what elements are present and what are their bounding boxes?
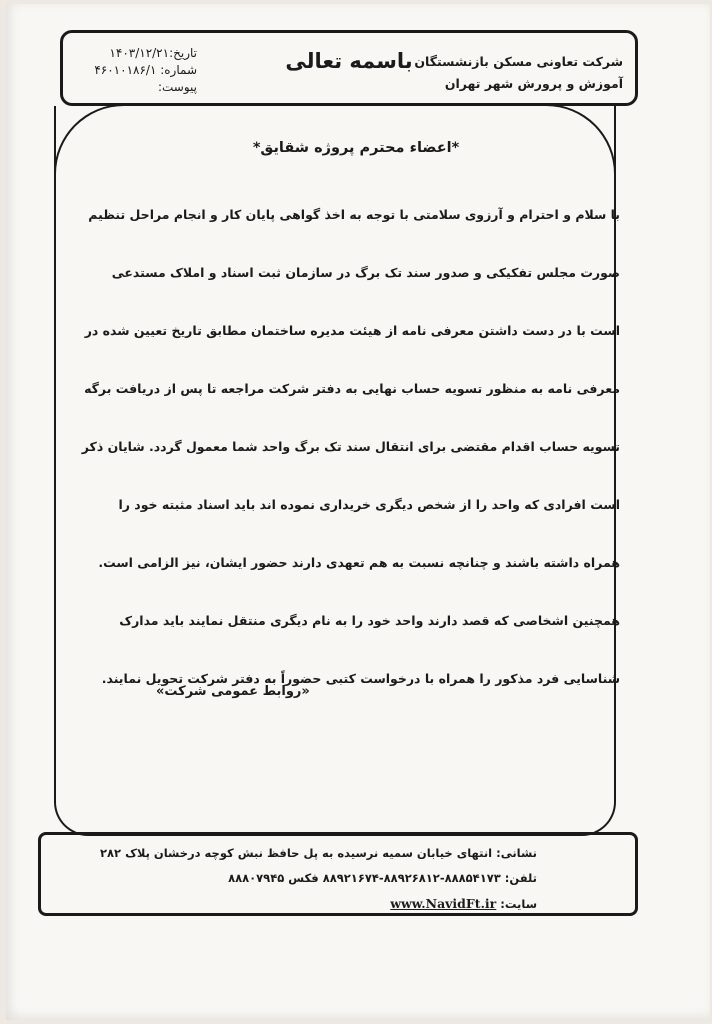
- letter-line: همچنین اشخاصی که قصد دارند واحد خود را به نام دیگری منتقل نمایند باید مدارک: [119, 613, 620, 628]
- number-field: شماره: ۴۶۰۱۰۱۸۶/۱: [94, 63, 197, 77]
- site-label: سایت:: [500, 897, 537, 911]
- header-title: باسمه تعالی: [285, 49, 413, 73]
- company-name-line1: شرکت تعاونی مسکن بازنشستگان: [414, 54, 623, 69]
- company-name-line2: آموزش و پرورش شهر تهران: [444, 76, 623, 91]
- date-field: تاریخ:۱۴۰۳/۱۲/۲۱: [109, 46, 197, 60]
- letter-paragraph: [81, 186, 620, 708]
- letter-line: است افرادی که واحد را از شخص دیگری خریداری نموده اند باید اسناد مثبته خود را: [118, 497, 620, 512]
- letter-line: معرفی نامه به منظور تسویه حساب نهایی به دفتر شرکت مراجعه تا پس از دریافت برگه: [84, 381, 620, 396]
- letter-line: با سلام و احترام و آرزوی سلامتی با توجه به اخذ گواهی پایان کار و انجام مراحل تنظیم: [88, 207, 620, 222]
- letter-line: است با در دست داشتن معرفی نامه از هیئت مدیره ساختمان مطابق تاریخ تعیین شده در: [84, 323, 620, 338]
- letter-reference: [77, 45, 197, 96]
- footer-phones: تلفن: ۸۸۸۵۴۱۷۳-۸۸۹۲۶۸۱۲-۸۸۹۲۱۶۷۴ فکس ۸۸۸۰۷۹۴۵: [228, 871, 537, 885]
- letter-line: شناسایی فرد مذکور را همراه با درخواست کتبی حضوراً به دفتر شرکت تحویل نمایند.: [101, 671, 620, 686]
- letter-subject: *اعضاء محترم پروژه شقایق*: [252, 140, 460, 156]
- footer-contact: [38, 832, 638, 916]
- footer-site: [41, 891, 537, 917]
- letter-line: صورت مجلس تفکیکی و صدور سند تک برگ در سازمان ثبت اسناد و املاک مستدعی: [111, 265, 620, 280]
- attachment-field: پیوست:: [157, 80, 197, 94]
- letter-line: تسویه حساب اقدام مقتضی برای انتقال سند تک برگ واحد شما معمول گردد. شایان ذکر: [81, 439, 620, 454]
- signature: «روابط عمومی شرکت»: [156, 684, 310, 699]
- site-link[interactable]: www.NavidFt.ir: [390, 896, 497, 911]
- letter-line: همراه داشته باشند و چنانچه نسبت به هم تعهدی دارند حضور ایشان، نیز الزامی است.: [98, 555, 620, 570]
- footer-address: نشانی: انتهای خیابان سمیه نرسیده به پل حافظ نبش کوچه درخشان پلاک ۲۸۲: [100, 846, 537, 860]
- letterhead: [60, 30, 638, 106]
